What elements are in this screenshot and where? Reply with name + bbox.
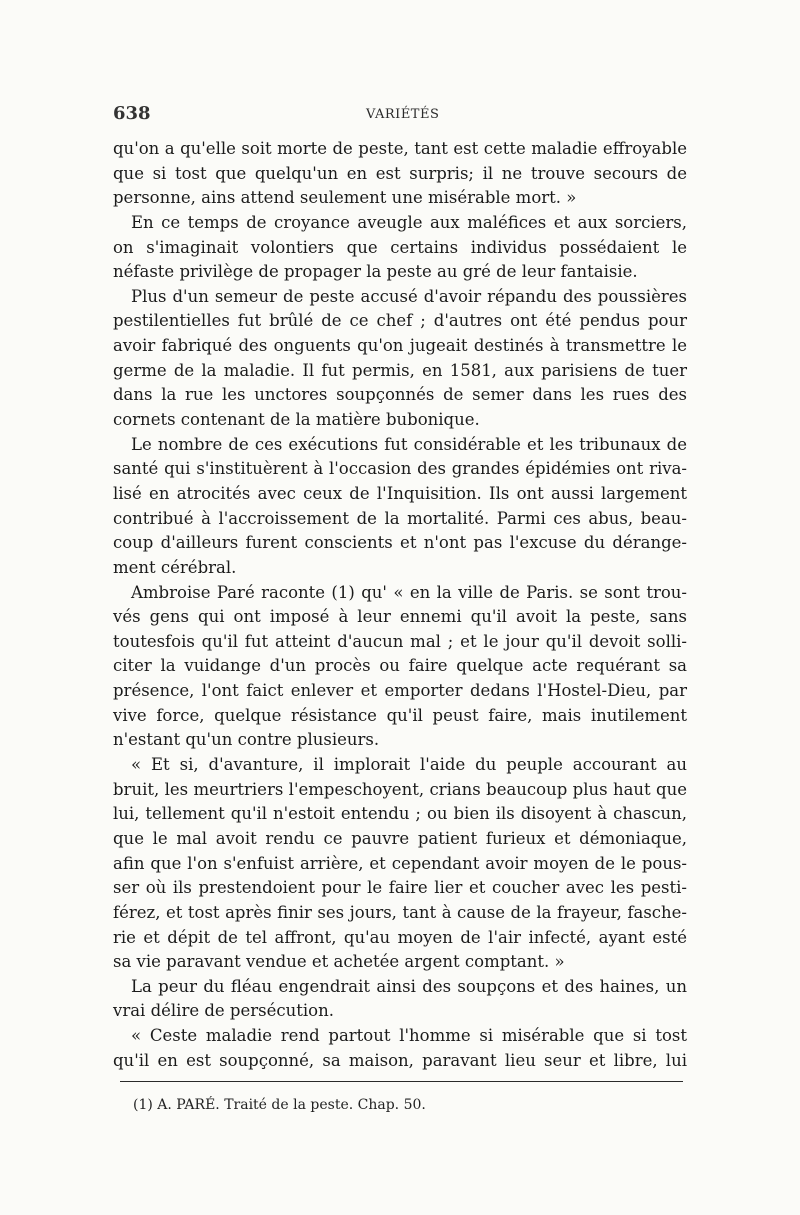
text-line: on s'imaginait volontiers que certains individus possédaient le bbox=[113, 237, 687, 257]
text-line: citer la vuidange d'un procès ou faire quelque acte requérant sa bbox=[113, 656, 687, 676]
text-line: afin que l'on s'enfuist arrière, et cependant avoir moyen de le pous- bbox=[113, 853, 687, 873]
text-line: La peur du fléau engendrait ainsi des soupçons et des haines, un bbox=[131, 976, 687, 996]
text-line: pestilentielles fut brûlé de ce chef ; d'autres ont été pendus pour bbox=[113, 311, 687, 331]
text-line: n'estant qu'un contre plusieurs. bbox=[113, 730, 380, 750]
text-line: Plus d'un semeur de peste accusé d'avoir répandu des poussières bbox=[131, 286, 687, 306]
text-line: santé qui s'instituèrent à l'occasion des grandes épidémies ont riva- bbox=[113, 459, 687, 479]
text-line: bruit, les meurtriers l'empeschoyent, crians beaucoup plus haut que bbox=[113, 779, 687, 799]
text-line: Ambroise Paré raconte (1) qu' « en la ville de Paris. se sont trou- bbox=[131, 582, 687, 602]
text-line: rie et dépit de tel affront, qu'au moyen de l'air infecté, ayant esté bbox=[113, 927, 687, 947]
text-line: germe de la maladie. Il fut permis, en 1581, aux parisiens de tuer bbox=[113, 360, 687, 380]
text-line: néfaste privilège de propager la peste au gré de leur fantaisie. bbox=[113, 262, 638, 282]
text-line: lisé en atrocités avec ceux de l'Inquisition. Ils ont aussi largement bbox=[113, 483, 687, 503]
text-line: « Ceste maladie rend partout l'homme si misérable que si tost bbox=[131, 1026, 687, 1046]
text-line: coup d'ailleurs furent conscients et n'ont pas l'excuse du dérange- bbox=[113, 533, 687, 553]
footnote: (1) A. PARÉ. Traité de la peste. Chap. 50. bbox=[133, 1097, 426, 1113]
page-header bbox=[113, 103, 687, 127]
body-text bbox=[113, 137, 687, 1073]
text-line: cornets contenant de la matière bubonique. bbox=[113, 410, 480, 430]
text-line: ment cérébral. bbox=[113, 557, 237, 577]
text-line: lui, tellement qu'il n'estoit entendu ; ou bien ils disoyent à chascun, bbox=[113, 804, 687, 824]
text-line: présence, l'ont faict enlever et emporter dedans l'Hostel-Dieu, par bbox=[113, 681, 687, 701]
text-line: dans la rue les unctores soupçonnés de semer dans les rues des bbox=[113, 385, 687, 405]
text-line: avoir fabriqué des onguents qu'on jugeait destinés à transmettre le bbox=[113, 336, 687, 356]
text-line: contribué à l'accroissement de la mortalité. Parmi ces abus, beau- bbox=[113, 508, 687, 528]
text-line: qu'on a qu'elle soit morte de peste, tant est cette maladie effroyable bbox=[113, 139, 687, 158]
text-line: « Et si, d'avanture, il implorait l'aide du peuple accourant au bbox=[131, 755, 687, 775]
text-line: Le nombre de ces exécutions fut considérable et les tribunaux de bbox=[131, 434, 687, 454]
text-line: qu'il en est soupçonné, sa maison, paravant lieu seur et libre, lui bbox=[113, 1050, 687, 1070]
page-number: 638 bbox=[113, 103, 151, 124]
text-line: ser où ils prestendoient pour le faire lier et coucher avec les pesti- bbox=[113, 878, 687, 898]
running-head: VARIÉTÉS bbox=[366, 107, 440, 122]
text-line: sa vie paravant vendue et achetée argent comptant. » bbox=[113, 952, 565, 972]
text-line: vrai délire de persécution. bbox=[113, 1001, 334, 1021]
text-line: toutesfois qu'il fut atteint d'aucun mal ; et le jour qu'il devoit solli- bbox=[113, 631, 687, 651]
text-line: vive force, quelque résistance qu'il peust faire, mais inutilement bbox=[113, 705, 687, 725]
text-line: En ce temps de croyance aveugle aux maléfices et aux sorciers, bbox=[131, 212, 687, 232]
text-line: que si tost que quelqu'un en est surpris; il ne trouve secours de bbox=[113, 163, 687, 183]
text-line: férez, et tost après finir ses jours, tant à cause de la frayeur, fasche- bbox=[113, 902, 687, 922]
footnote-rule bbox=[120, 1081, 683, 1082]
text-line: vés gens qui ont imposé à leur ennemi qu'il avoit la peste, sans bbox=[113, 607, 687, 627]
text-line: personne, ains attend seulement une misérable mort. » bbox=[113, 188, 577, 208]
text-line: que le mal avoit rendu ce pauvre patient furieux et démoniaque, bbox=[113, 828, 687, 848]
